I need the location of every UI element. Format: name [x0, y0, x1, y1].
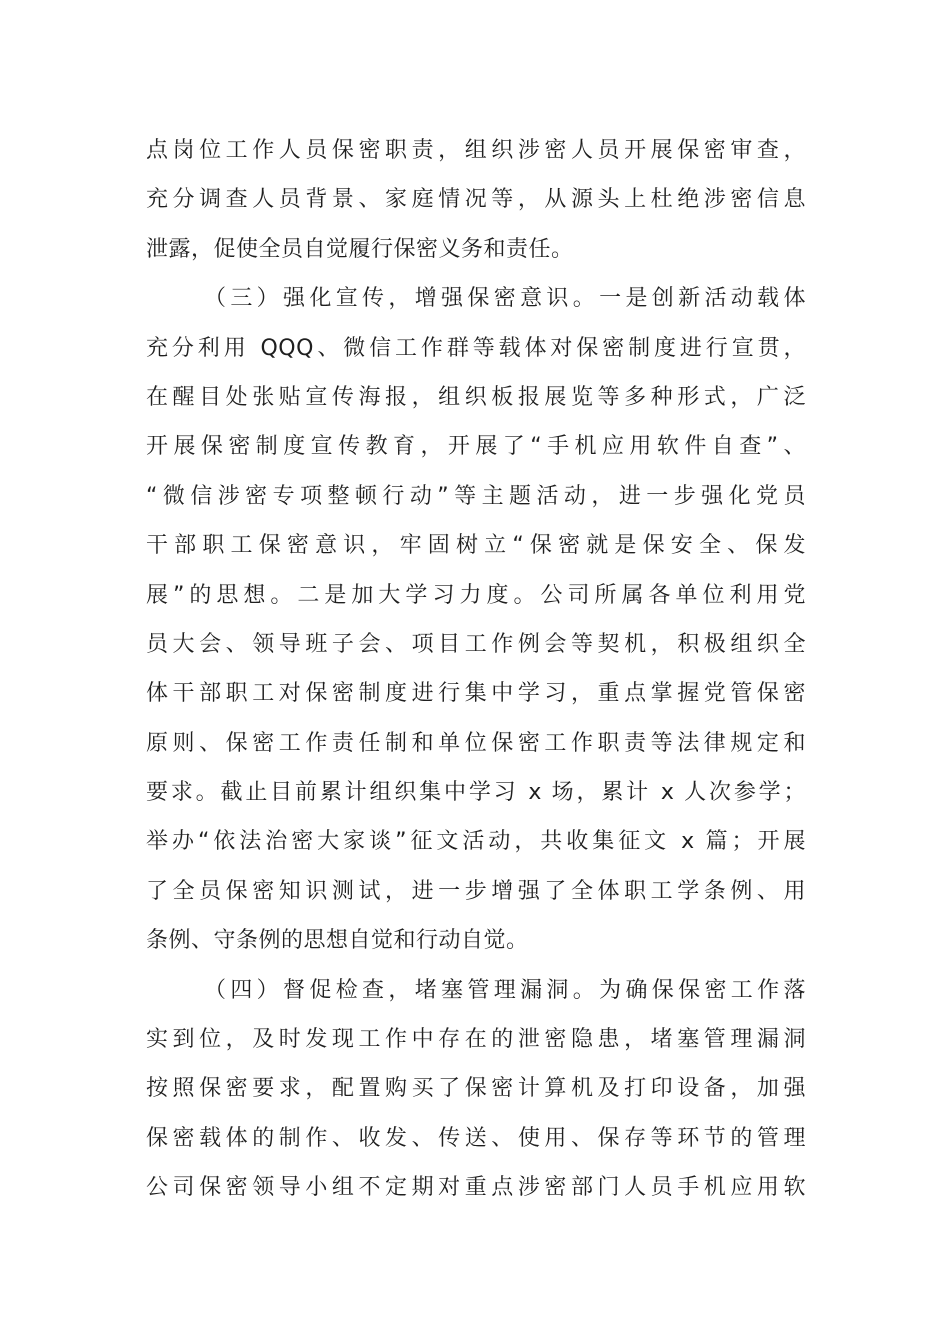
paragraph-3	[146, 966, 806, 1213]
text-line: （四）督促检查，堵塞管理漏洞。为确保保密工作落	[204, 977, 806, 1003]
text-line: “微信涉密专项整顿行动”等主题活动，进一步强化党员	[146, 483, 806, 509]
paragraph-1	[146, 126, 806, 274]
text-line: 实到位，及时发现工作中存在的泄密隐患，堵塞管理漏洞	[146, 1027, 806, 1053]
text-line: 展”的思想。二是加大学习力度。公司所属各单位利用党	[146, 582, 806, 608]
text-line: 按照保密要求，配置购买了保密计算机及打印设备，加强	[146, 1076, 806, 1102]
text-line: 要求。截止目前累计组织集中学习 x 场，累计 x 人次参学；	[146, 780, 806, 806]
text-line: 充分利用 QQQ、微信工作群等载体对保密制度进行宣贯，	[146, 335, 806, 361]
text-line: 体干部职工对保密制度进行集中学习，重点掌握党管保密	[146, 681, 806, 707]
text-line: 点岗位工作人员保密职责，组织涉密人员开展保密审查，	[146, 138, 806, 163]
text-line: 举办“依法治密大家谈”征文活动，共收集征文 x 篇；开展	[146, 829, 806, 855]
text-line: 充分调查人员背景、家庭情况等，从源头上杜绝涉密信息	[146, 187, 806, 213]
text-line: （三）强化宣传，增强保密意识。一是创新活动载体	[204, 286, 806, 312]
text-line: 开展保密制度宣传教育，开展了“手机应用软件自查”、	[146, 434, 806, 460]
text-line: 了全员保密知识测试，进一步增强了全体职工学条例、用	[146, 878, 806, 904]
text-line: 在醒目处张贴宣传海报，组织板报展览等多种形式，广泛	[146, 384, 806, 410]
text-line: 原则、保密工作责任制和单位保密工作职责等法律规定和	[146, 730, 806, 756]
text-line: 干部职工保密意识，牢固树立“保密就是保安全、保发	[146, 533, 806, 559]
body-text	[146, 126, 806, 1213]
paragraph-2	[146, 274, 806, 965]
text-line: 员大会、领导班子会、项目工作例会等契机，积极组织全	[146, 631, 806, 657]
text-line: 条例、守条例的思想自觉和行动自觉。	[146, 928, 529, 954]
text-line: 公司保密领导小组不定期对重点涉密部门人员手机应用软	[146, 1175, 806, 1201]
text-line: 保密载体的制作、收发、传送、使用、保存等环节的管理	[146, 1125, 806, 1151]
text-line: 泄露，促使全员自觉履行保密义务和责任。	[146, 236, 574, 262]
